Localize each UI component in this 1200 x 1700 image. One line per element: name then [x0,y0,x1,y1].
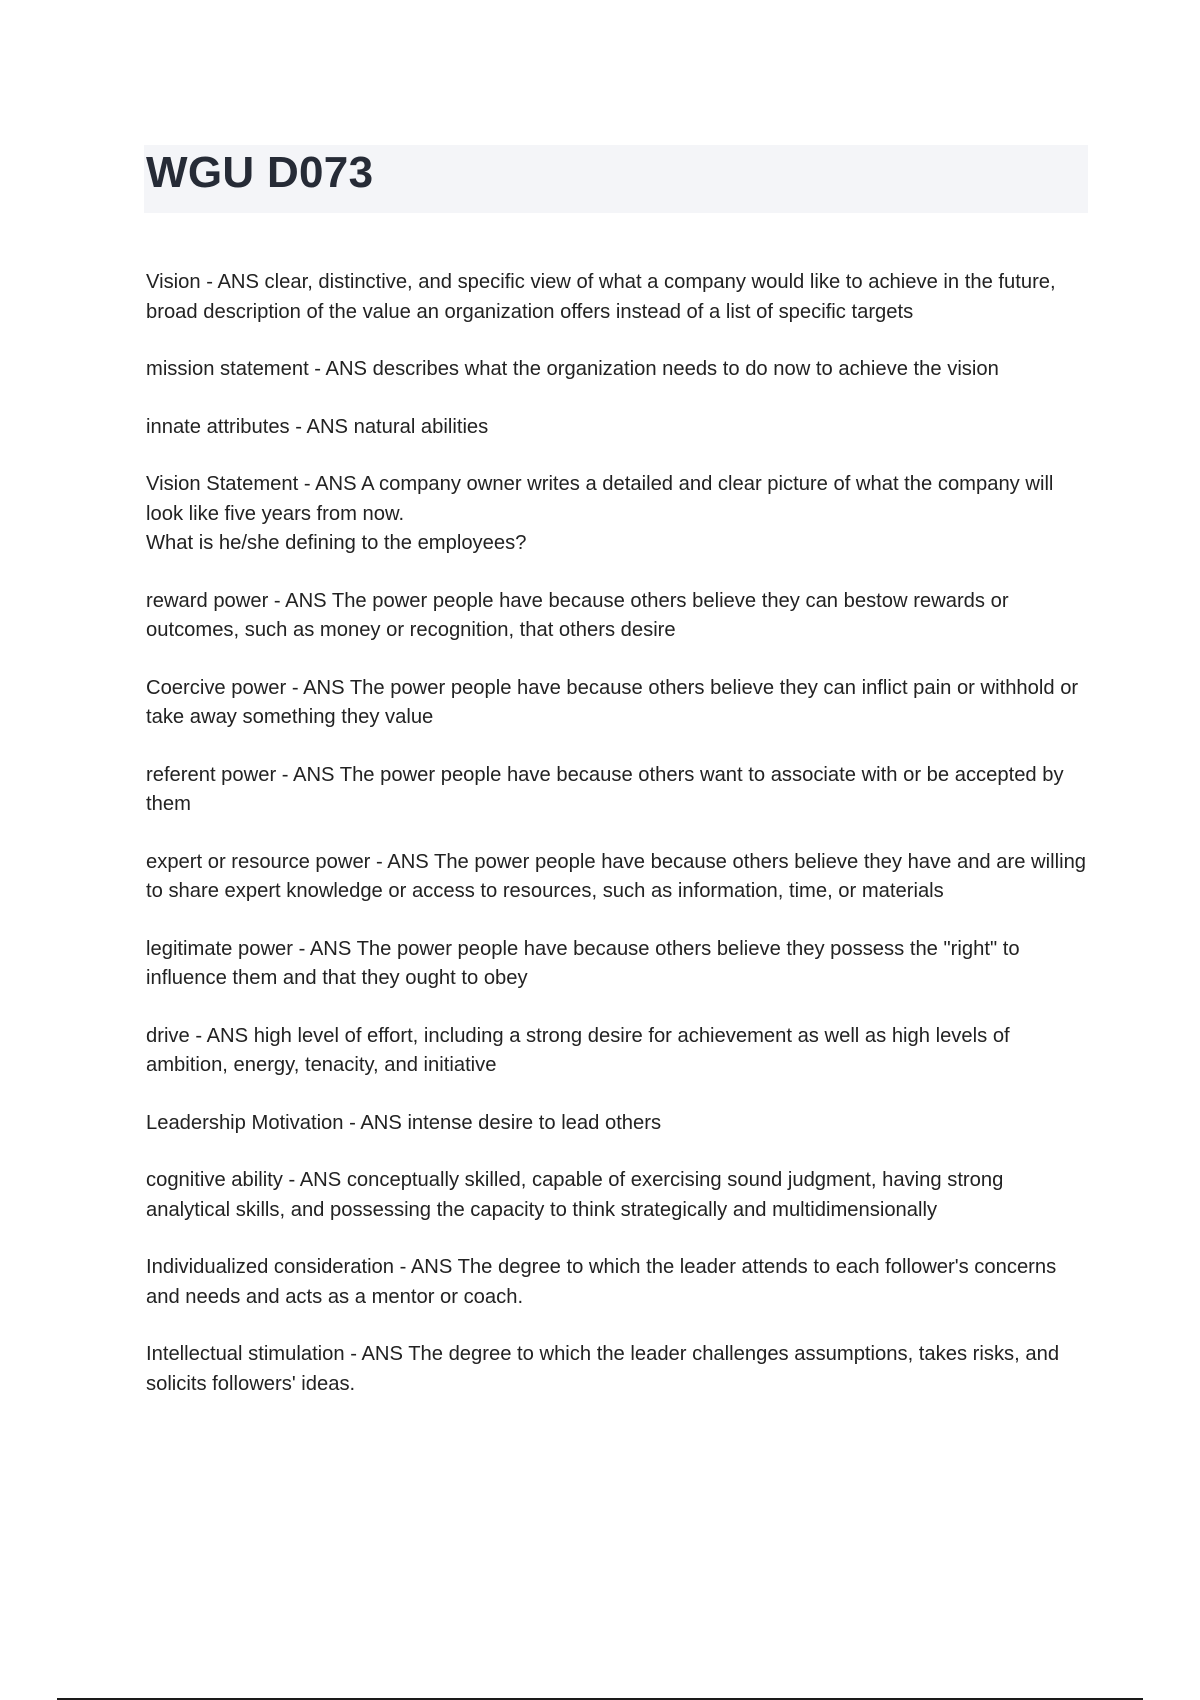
flashcard-entry: drive - ANS high level of effort, including a strong desire for achievement as well as high levels of ambition, energy, tenacity, and initiative [146,1024,1010,1076]
flashcard-entry: innate attributes - ANS natural abilities [146,415,489,438]
flashcard-entry: Leadership Motivation - ANS intense desire to lead others [146,1111,662,1134]
flashcard-entry: expert or resource power - ANS The power people have because others believe they have and are willing to share expert knowledge or access to resources, such as information, time, or materials [146,850,1087,902]
flashcard-entry: Intellectual stimulation - ANS The degree to which the leader challenges assumptions, takes risks, and solicits followers' ideas. [146,1343,1060,1395]
flashcard-entry: reward power - ANS The power people have because others believe they can bestow rewards or outcomes, such as money or recognition, that others desire [146,589,1009,641]
flashcard-entry: mission statement - ANS describes what the organization needs to do now to achieve the vision [146,358,999,380]
flashcard-entry: Vision Statement - ANS A company owner writes a detailed and clear picture of what the company will look like five years from now. What is he/she defining to the employees? [146,473,1054,554]
flashcard-entry: Coercive power - ANS The power people have because others believe they can inflict pain or withhold or take away something they value [146,676,1079,728]
flashcard-entry: cognitive ability - ANS conceptually skilled, capable of exercising sound judgment, having strong analytical skills, and possessing the capacity to think strategically and multidimensionally [146,1169,1004,1221]
flashcard-entry: referent power - ANS The power people have because others want to associate with or be accepted by them [146,763,1064,815]
flashcard-entry: legitimate power - ANS The power people have because others believe they possess the "right" to influence them and that they ought to obey [146,937,1020,989]
flashcard-entry: Individualized consideration - ANS The degree to which the leader attends to each follower's concerns and needs and acts as a mentor or coach. [146,1256,1057,1308]
document-title: WGU D073 [146,148,374,197]
flashcard-entry: Vision - ANS clear, distinctive, and specific view of what a company would like to achieve in the future, broad description of the value an organization offers instead of a list of specific targets [146,271,1056,323]
flashcard-list [146,268,1090,1427]
